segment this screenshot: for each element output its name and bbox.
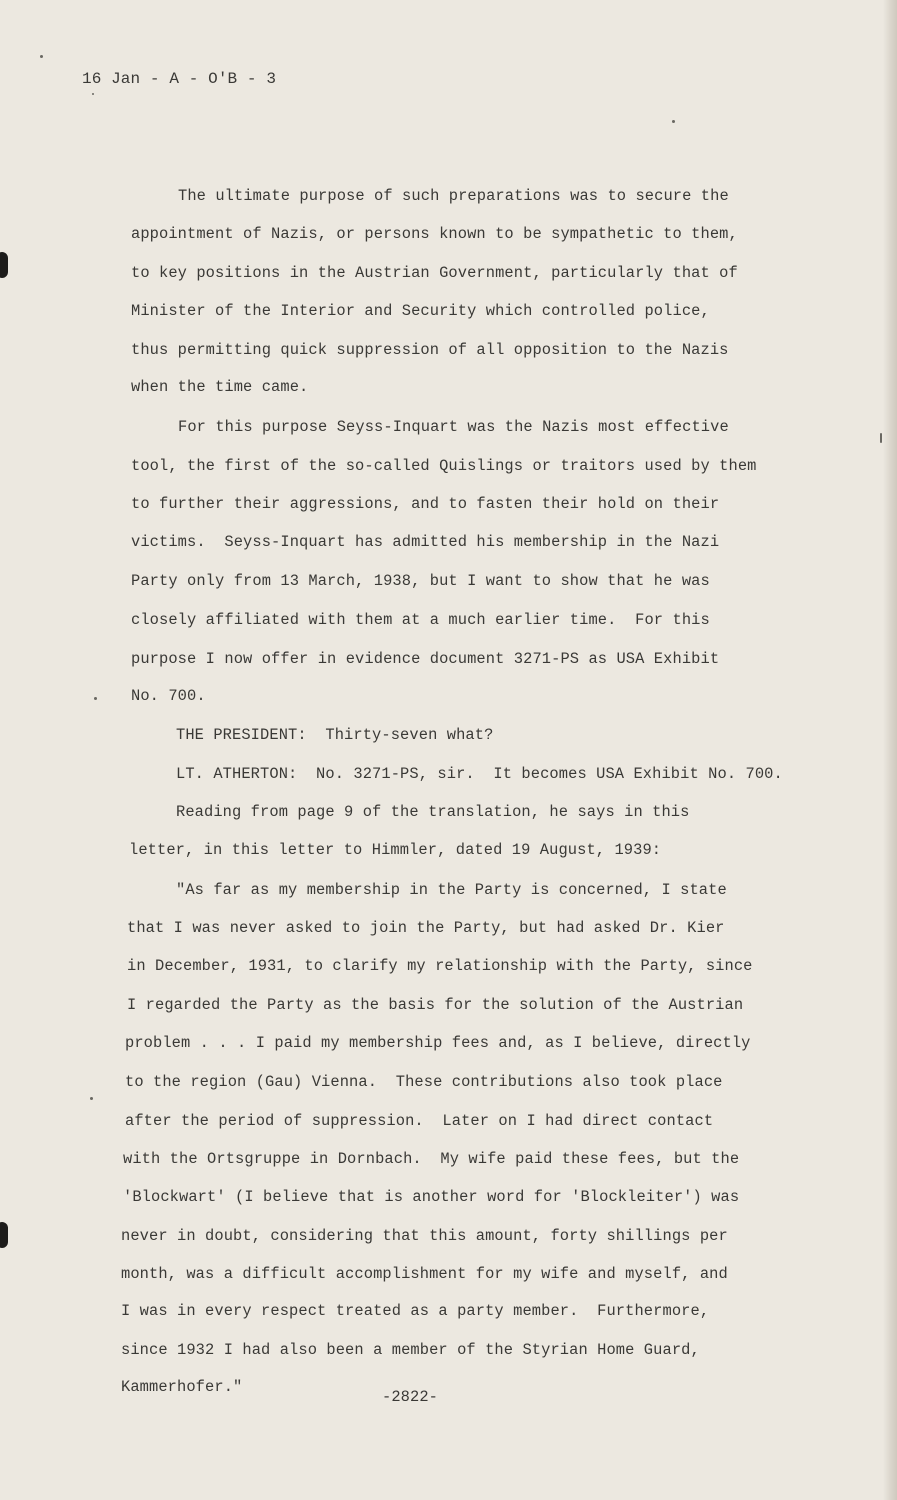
quote-line: problem . . . I paid my membership fees and, as I believe, directly (125, 1034, 751, 1052)
body-line: Minister of the Interior and Security which controlled police, (131, 302, 710, 320)
quote-line: since 1932 I had also been a member of the Styrian Home Guard, (121, 1341, 700, 1359)
quote-line: 'Blockwart' (I believe that is another word for 'Blockleiter') was (123, 1188, 740, 1206)
page-edge-shadow (883, 0, 897, 1500)
speaker-line-president: THE PRESIDENT: Thirty-seven what? (176, 726, 494, 744)
quote-line: in December, 1931, to clarify my relationship with the Party, since (127, 957, 753, 975)
body-line: The ultimate purpose of such preparations was to secure the (178, 187, 729, 205)
paper-speck (92, 93, 94, 95)
paper-speck (94, 697, 97, 700)
speaker-line-atherton: LT. ATHERTON: No. 3271-PS, sir. It becomes USA Exhibit No. 700. (176, 765, 783, 783)
quote-line: with the Ortsgruppe in Dornbach. My wife paid these fees, but the (123, 1150, 740, 1168)
paper-speck (880, 433, 882, 443)
binder-hole-bottom (0, 1222, 8, 1248)
quote-line: never in doubt, considering that this amount, forty shillings per (121, 1227, 728, 1245)
body-line: closely affiliated with them at a much earlier time. For this (131, 611, 710, 629)
binder-hole-top (0, 252, 8, 278)
body-line: to key positions in the Austrian Government, particularly that of (131, 264, 738, 282)
body-line: Reading from page 9 of the translation, he says in this (176, 803, 690, 821)
quote-line: I was in every respect treated as a party member. Furthermore, (121, 1302, 710, 1320)
paper-speck (672, 120, 675, 123)
document-header-ref: 16 Jan - A - O'B - 3 (82, 70, 277, 88)
quote-line: I regarded the Party as the basis for the solution of the Austrian (127, 996, 744, 1014)
paper-speck (40, 55, 43, 58)
body-line: No. 700. (131, 687, 206, 705)
quote-line: after the period of suppression. Later on I had direct contact (125, 1112, 714, 1130)
quote-line: that I was never asked to join the Party, but had asked Dr. Kier (127, 919, 725, 937)
quote-line: month, was a difficult accomplishment for my wife and myself, and (121, 1265, 728, 1283)
body-line: Party only from 13 March, 1938, but I want to show that he was (131, 572, 710, 590)
body-line: thus permitting quick suppression of all opposition to the Nazis (131, 341, 729, 359)
paper-speck (90, 1097, 93, 1100)
body-line: purpose I now offer in evidence document 3271-PS as USA Exhibit (131, 650, 720, 668)
body-line: victims. Seyss-Inquart has admitted his membership in the Nazi (131, 533, 720, 551)
body-line: For this purpose Seyss-Inquart was the Nazis most effective (178, 418, 729, 436)
quote-line: to the region (Gau) Vienna. These contributions also took place (125, 1073, 723, 1091)
body-line: when the time came. (131, 378, 309, 396)
quote-line: "As far as my membership in the Party is concerned, I state (176, 881, 727, 899)
body-line: to further their aggressions, and to fasten their hold on their (131, 495, 720, 513)
quote-line: Kammerhofer." (121, 1378, 243, 1396)
body-line: letter, in this letter to Himmler, dated 19 August, 1939: (129, 841, 662, 859)
body-line: appointment of Nazis, or persons known to be sympathetic to them, (131, 225, 738, 243)
page-number: -2822- (382, 1388, 439, 1406)
body-line: tool, the first of the so-called Quislings or traitors used by them (131, 457, 757, 475)
